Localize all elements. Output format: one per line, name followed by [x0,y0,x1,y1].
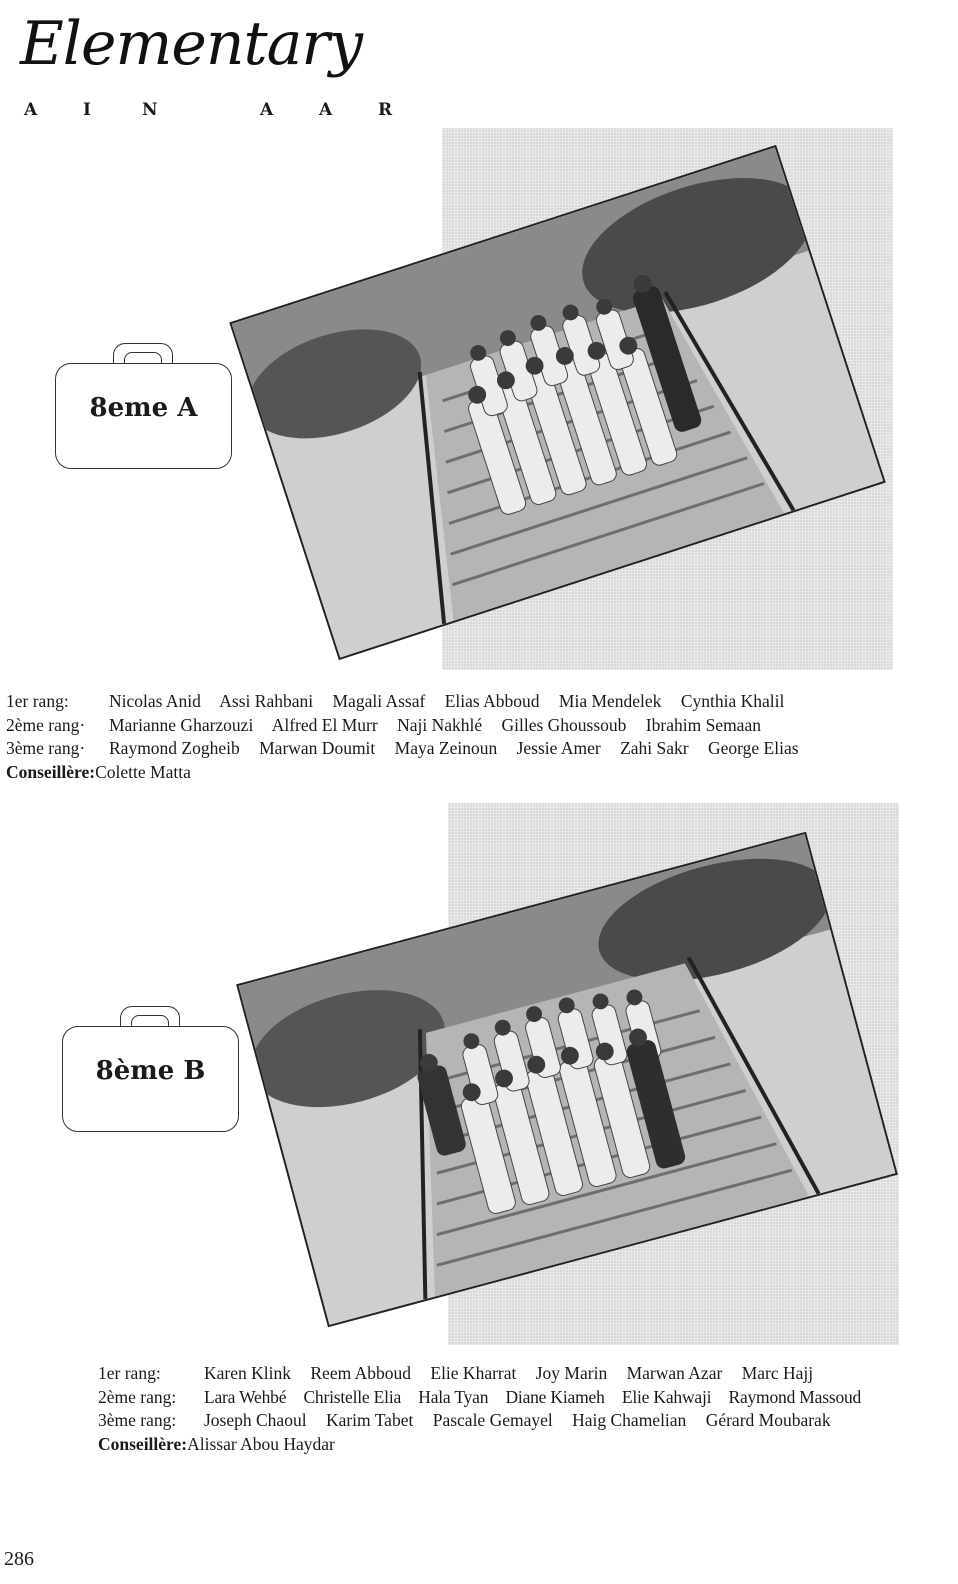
counselor-name: Alissar Abou Haydar [187,1433,335,1454]
student-name: Maya Zeinoun [394,738,498,758]
student-name: Marianne Gharzouzi [109,714,254,735]
campus-letter: A [260,100,276,120]
student-name: Mia Mendelek [558,691,662,711]
counselor-name: Colette Matta [95,761,191,782]
row-label: 2ème rang: [98,1386,177,1407]
row-label: 2ème rang· [6,714,86,735]
student-name: Assi Rahbani [219,691,314,711]
student-name: Raymond Massoud [728,1386,862,1407]
student-name: Hala Tyan [418,1386,489,1407]
row-names [109,690,784,714]
counselor-label: Conseillère: [98,1433,188,1454]
student-name: George Elias [707,738,799,758]
student-name: Zahi Sakr [620,738,689,758]
page-title: Elementary [20,9,363,79]
student-name: Magali Assaf [332,691,426,711]
student-name: Raymond Zogheib [109,738,240,758]
student-name: Gérard Moubarak [705,1410,831,1430]
student-name: Marwan Doumit [259,738,376,758]
class-label: 8eme A [89,393,198,423]
student-name: Haig Chamelian [572,1410,687,1430]
student-name: Marc Hajj [741,1363,814,1383]
caption-row [6,690,799,714]
student-name: Joy Marin [535,1363,608,1383]
caption-row [6,737,799,761]
student-name: Nicolas Anid [109,691,201,711]
row-names [204,1409,831,1433]
campus-letter [201,100,260,120]
caption-row [6,714,799,738]
class-label: 8ème B [95,1056,206,1086]
caption-row [98,1386,861,1410]
row-label: 1er rang: [6,691,69,711]
row-names [204,1386,861,1410]
campus-letter: A [24,100,40,120]
student-name: Jessie Amer [516,738,601,758]
page-number: 286 [4,1548,34,1570]
row-names [109,714,761,738]
student-name: Reem Abboud [310,1363,411,1383]
row-names [109,737,799,761]
caption-row [98,1362,861,1386]
student-name: Joseph Chaoul [204,1410,307,1430]
row-label: 3ème rang: [98,1410,177,1430]
row-names [204,1362,813,1386]
student-name: Alfred El Murr [271,714,378,735]
campus-letter: N [142,100,160,120]
student-name: Marwan Azar [626,1363,723,1383]
campus-letter: R [378,100,395,120]
counselor-row [98,1433,861,1457]
student-name: Elias Abboud [444,691,540,711]
student-name: Christelle Elia [303,1386,402,1407]
campus-subtitle [24,100,437,120]
student-name: Karen Klink [204,1363,291,1383]
student-name: Diane Kiameh [505,1386,605,1407]
student-name: Lara Wehbé [204,1386,287,1407]
class-caption-8eme-b [98,1362,861,1456]
student-name: Elie Kharrat [430,1363,517,1383]
student-name: Naji Nakhlé [397,714,483,735]
student-name: Gilles Ghoussoub [501,714,627,735]
campus-letter: I [83,100,93,120]
class-label-case-8eme-a [55,343,232,469]
class-label-case-8eme-b [62,1006,239,1132]
counselor-row [6,761,799,785]
student-name: Karim Tabet [325,1410,414,1430]
row-label: 1er rang: [98,1363,161,1383]
caption-row [98,1409,861,1433]
row-label: 3ème rang· [6,738,86,758]
counselor-label: Conseillère: [6,761,96,782]
student-name: Cynthia Khalil [680,691,785,711]
student-name: Pascale Gemayel [432,1410,553,1430]
class-caption-8eme-a [6,690,799,784]
student-name: Ibrahim Semaan [645,714,761,735]
campus-letter: A [319,100,335,120]
student-name: Elie Kahwaji [621,1386,712,1407]
